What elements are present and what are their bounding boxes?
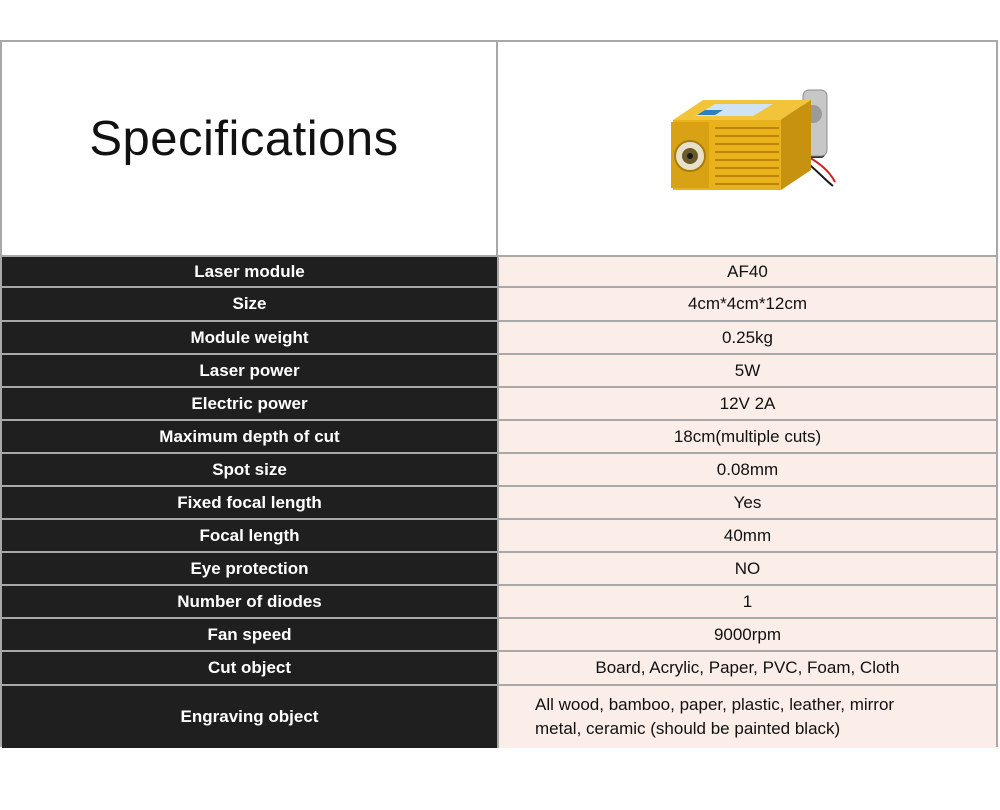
row-value-line: metal, ceramic (should be painted black) xyxy=(535,719,841,738)
table-row xyxy=(2,421,996,454)
row-value: 0.08mm xyxy=(499,454,996,485)
table-row xyxy=(2,686,996,748)
row-label: Fan speed xyxy=(2,619,499,650)
row-value: 12V 2A xyxy=(499,388,996,419)
table-row xyxy=(2,355,996,388)
row-label: Engraving object xyxy=(2,686,499,748)
table-row xyxy=(2,388,996,421)
table-row xyxy=(2,619,996,652)
row-label: Number of diodes xyxy=(2,586,499,617)
row-value: Board, Acrylic, Paper, PVC, Foam, Cloth xyxy=(499,652,996,684)
row-label: Module weight xyxy=(2,322,499,353)
row-value: NO xyxy=(499,553,996,584)
row-value: 18cm(multiple cuts) xyxy=(499,421,996,452)
table-row xyxy=(2,322,996,355)
row-label: Eye protection xyxy=(2,553,499,584)
table-row xyxy=(2,487,996,520)
page-title: Specifications xyxy=(89,111,399,166)
row-value: 40mm xyxy=(499,520,996,551)
row-value: 1 xyxy=(499,586,996,617)
row-label: Laser power xyxy=(2,355,499,386)
table-row xyxy=(2,454,996,487)
row-label: Spot size xyxy=(2,454,499,485)
table-row xyxy=(2,288,996,322)
row-value xyxy=(499,686,996,748)
row-value: 0.25kg xyxy=(499,322,996,353)
row-label: Electric power xyxy=(2,388,499,419)
laser-module-icon xyxy=(653,84,843,214)
table-row xyxy=(2,553,996,586)
row-value-line: All wood, bamboo, paper, plastic, leather, mirror xyxy=(535,695,895,714)
row-value: Yes xyxy=(499,487,996,518)
header xyxy=(2,42,996,255)
title-cell xyxy=(2,42,498,255)
spec-table xyxy=(2,255,996,748)
row-label: Laser module xyxy=(2,257,499,286)
row-label: Size xyxy=(2,288,499,320)
row-label: Maximum depth of cut xyxy=(2,421,499,452)
table-row xyxy=(2,257,996,288)
row-value: 4cm*4cm*12cm xyxy=(499,288,996,320)
row-label: Cut object xyxy=(2,652,499,684)
row-value: 9000rpm xyxy=(499,619,996,650)
product-image-cell xyxy=(499,42,996,255)
row-value: 5W xyxy=(499,355,996,386)
table-row xyxy=(2,586,996,619)
row-label: Focal length xyxy=(2,520,499,551)
row-value: AF40 xyxy=(499,257,996,286)
table-row xyxy=(2,652,996,686)
row-label: Fixed focal length xyxy=(2,487,499,518)
spec-sheet xyxy=(0,40,998,747)
table-row xyxy=(2,520,996,553)
